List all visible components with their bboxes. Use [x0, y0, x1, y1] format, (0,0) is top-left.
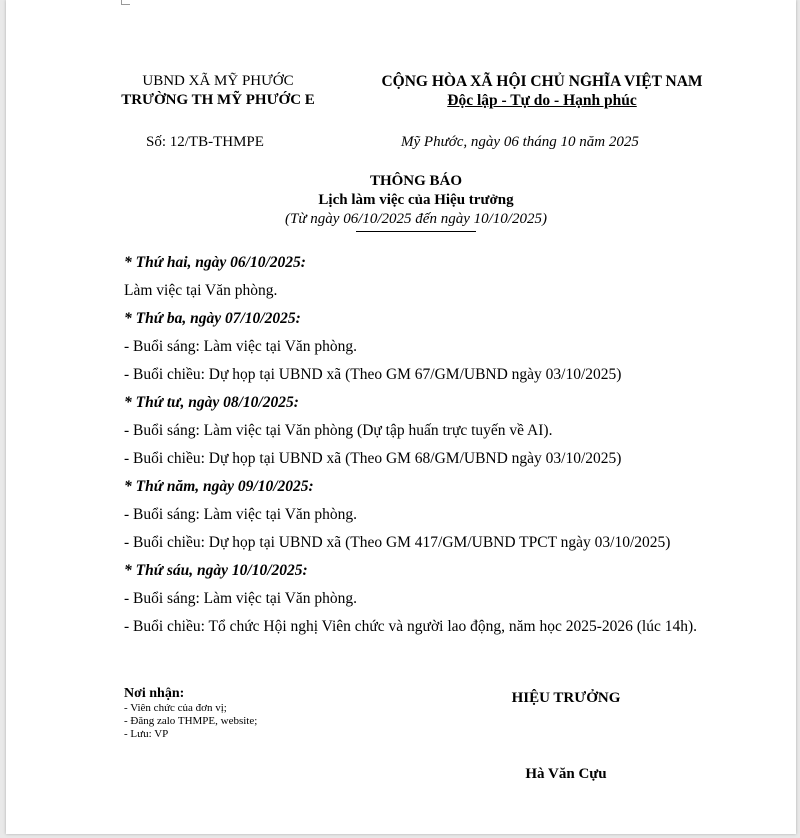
schedule-line: - Buổi sáng: Làm việc tại Văn phòng. — [124, 506, 358, 523]
day-heading: * Thứ sáu, ngày 10/10/2025: — [124, 562, 308, 579]
org-name: UBND XÃ MỸ PHƯỚC — [142, 73, 294, 89]
schedule-body — [124, 254, 736, 646]
schedule-line: - Buổi chiều: Dự họp tại UBND xã (Theo GM 417/GM/UBND TPCT ngày 03/10/2025) — [124, 534, 671, 551]
recipients-block — [124, 686, 384, 741]
school-name: TRƯỜNG TH MỸ PHƯỚC E — [121, 92, 315, 108]
header-right — [346, 72, 738, 110]
schedule-line: - Buổi sáng: Làm việc tại Văn phòng. — [124, 338, 358, 355]
schedule-line: - Buổi chiều: Dự họp tại UBND xã (Theo GM 67/GM/UBND ngày 03/10/2025) — [124, 366, 622, 383]
document-page — [6, 0, 796, 834]
recipients-label: Nơi nhận: — [124, 686, 185, 701]
day-heading: * Thứ hai, ngày 06/10/2025: — [124, 254, 306, 271]
nation-motto: Độc lập - Tự do - Hạnh phúc — [447, 92, 637, 109]
nation-title: CỘNG HÒA XÃ HỘI CHỦ NGHĨA VIỆT NAM — [381, 73, 703, 90]
recipient-item: - Lưu: VP — [124, 728, 169, 740]
schedule-line: Làm việc tại Văn phòng. — [124, 282, 278, 299]
date-range: (Từ ngày 06/10/2025 đến ngày 10/10/2025) — [285, 211, 547, 227]
signature-role: HIỆU TRƯỞNG — [511, 690, 621, 706]
title-block — [186, 172, 646, 232]
document-subtitle: Lịch làm việc của Hiệu trưởng — [318, 192, 514, 208]
schedule-line: - Buổi sáng: Làm việc tại Văn phòng. — [124, 590, 358, 607]
title-divider — [356, 231, 476, 232]
recipient-item: - Viên chức của đơn vị; — [124, 702, 227, 714]
recipient-item: - Đăng zalo THMPE, website; — [124, 715, 258, 727]
signer-name: Hà Văn Cựu — [525, 766, 607, 782]
page-corner-marker — [121, 0, 130, 5]
day-heading: * Thứ tư, ngày 08/10/2025: — [124, 394, 299, 411]
document-date: Mỹ Phước, ngày 06 tháng 10 năm 2025 — [401, 134, 639, 150]
schedule-line: - Buổi chiều: Tổ chức Hội nghị Viên chức và người lao động, năm học 2025-2026 (lúc 14h). — [124, 618, 697, 635]
schedule-line: - Buổi sáng: Làm việc tại Văn phòng (Dự tập huấn trực tuyến về AI). — [124, 422, 553, 439]
document-heading: THÔNG BÁO — [369, 173, 463, 189]
document-number: Số: 12/TB-THMPE — [146, 134, 264, 150]
day-heading: * Thứ ba, ngày 07/10/2025: — [124, 310, 301, 327]
day-heading: * Thứ năm, ngày 09/10/2025: — [124, 478, 314, 495]
header-left — [101, 72, 335, 110]
schedule-line: - Buổi chiều: Dự họp tại UBND xã (Theo GM 68/GM/UBND ngày 03/10/2025) — [124, 450, 622, 467]
